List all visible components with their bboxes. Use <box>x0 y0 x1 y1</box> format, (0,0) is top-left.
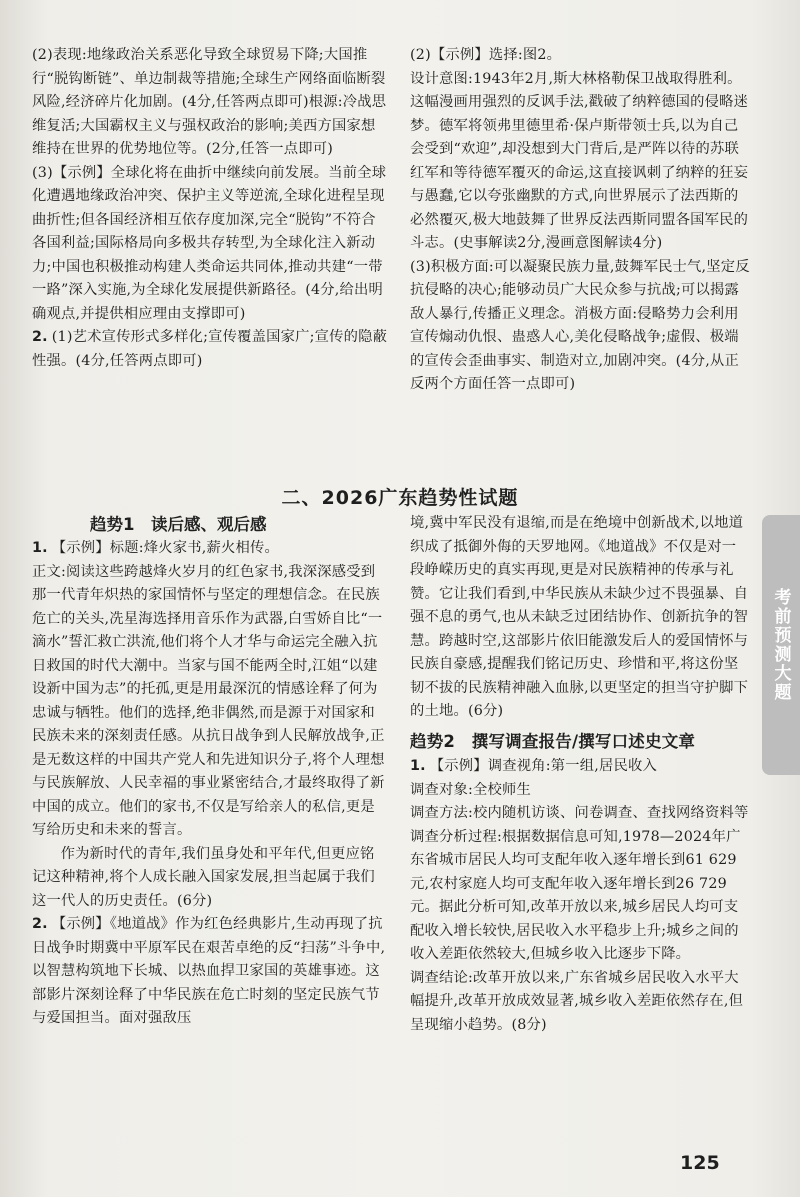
question-number: 1. <box>410 758 426 774</box>
right-column-bottom <box>410 512 750 1037</box>
question-number: 2. <box>32 916 48 932</box>
question-2-answer <box>32 326 388 373</box>
design-intent: 设计意图:1943年2月,斯大林格勒保卫战取得胜利。这幅漫画用强烈的反讽手法,戳破了纳粹德国的侵略迷梦。德军将领弗里德里希·保卢斯带领士兵,以为自己会受到“欢迎”,却没想到大门背后,是严阵以待的苏联红军和等待德军覆灭的命运,这直接讽刺了纳粹的狂妄与愚蠢,它以夸张幽默的方式,向世界展示了法西斯的必然覆灭,极大地鼓舞了世界反法西斯同盟各国军民的斗志。(史事解读2分,漫画意图解读4分) <box>410 70 749 251</box>
trend1-q1-conclusion: 作为新时代的青年,我们虽身处和平年代,但更应铭记这种精神,将个人成长融入国家发展,担当起属于我们这一代人的历史责任。(6分) <box>32 845 375 909</box>
left-column-top <box>32 44 388 373</box>
trend2-q1 <box>410 755 750 779</box>
answer-2-3: (3)【示例】全球化将在曲折中继续向前发展。当前全球化遭遇地缘政治冲突、保护主义等逆流,全球化进程呈现曲折性;但各国经济相互依存度加深,完全“脱钩”不符合各国利益;国际格局向多极共存转型,为全球化注入新动力;中国也积极推动构建人类命运共同体,推动共建“一带一路”深入实施,为全球化发展提供新路径。(4分,给出明确观点,并提供相应理由支撑即可) <box>32 164 387 322</box>
trend-1-title: 趋势1 读后感、观后感 <box>90 515 267 534</box>
answer-3: (3)积极方面:可以凝聚民族力量,鼓舞军民士气,坚定反抗侵略的决心;能够动员广大民众参与抗战;可以揭露敌人暴行,传播正义理念。消极方面:侵略势力会利用宣传煽动仇恨、蛊惑人心,美化侵略战争;虚假、极端的宣传会歪曲事实、制造对立,加剧冲突。(4分,从正反两个方面任答一点即可) <box>410 258 750 392</box>
trend1-q2-continued: 境,冀中军民没有退缩,而是在绝境中创新战术,以地道织成了抵御外侮的天罗地网。《地道战》不仅是对一段峥嵘历史的真实再现,更是对民族精神的传承与礼赞。它让我们看到,中华民族从未缺少过不畏强暴、自强不息的勇气,也从未缺乏过团结协作、创新抗争的智慧。跨越时空,这部影片依旧能激发后人的爱国情怀与民族自豪感,提醒我们铭记历史、珍惜和平,将这份坚韧不拔的民族精神融入血脉,以更坚定的担当守护脚下的土地。(6分) <box>410 515 749 719</box>
trend1-q2-text: 【示例】《地道战》作为红色经典影片,生动再现了抗日战争时期冀中平原军民在艰苦卓绝的反“扫荡”斗争中,以智慧构筑地下长城、以热血捍卫家国的英雄事迹。这部影片深刻诠释了中华民族在危亡时刻的坚定民族气节与爱国担当。面对强敌压 <box>32 916 386 1026</box>
answer-2-2: (2)表现:地缘政治关系恶化导致全球贸易下降;大国推行“脱钩断链”、单边制裁等措施;全球生产网络面临断裂风险,经济碎片化加剧。(4分,任答两点即可)根源:冷战思维复活;大国霸权主义与强权政治的影响;美西方国家想维持在世界的优势地位等。(2分,任答一点即可) <box>32 47 387 157</box>
trend1-q1 <box>32 537 388 561</box>
trend1-q1-body: 正文:阅读这些跨越烽火岁月的红色家书,我深深感受到那一代青年炽热的家国情怀与坚定的理想信念。在民族危亡的关头,冼星海选择用音乐作为武器,白雪娇自比“一滴水”誓汇救亡洪流,他们将个人才华与命运完全融入抗日救国的时代大潮中。当家与国不能两全时,江姐“以建设新中国为志”的托孤,更是用最深沉的情感诠释了何为忠诚与牺牲。他们的选择,绝非偶然,而是源于对国家和民族未来的深刻责任感。从抗日战争到人民解放战争,正是无数这样的中国共产党人和先进知识分子,将个人理想与民族解放、人民幸福的事业紧密结合,才最终取得了新中国的成立。他们的家书,不仅是写给亲人的私信,更是写给历史和未来的誓言。 <box>32 563 385 838</box>
trend-2-title: 趋势2 撰写调查报告/撰写口述史文章 <box>410 731 696 751</box>
page-number: 125 <box>680 1152 720 1174</box>
trend1-q2 <box>32 913 388 1031</box>
survey-method: 调查方法:校内随机访谈、问卷调查、查找网络资料等 <box>410 805 749 821</box>
section-title: 二、2026广东趋势性试题 <box>281 487 519 509</box>
survey-subject: 调查对象:全校师生 <box>410 781 531 798</box>
question-number: 1. <box>32 540 48 556</box>
survey-conclusion: 调查结论:改革开放以来,广东省城乡居民收入水平大幅提升,改革开放成效显著,城乡收入差距依然存在,但呈现缩小趋势。(8分) <box>410 969 744 1033</box>
survey-perspective: 【示例】调查视角:第一组,居民收入 <box>429 758 657 774</box>
left-column-bottom <box>32 537 388 1031</box>
side-tab: 考前预测大题 <box>762 515 800 775</box>
question-2-text: (1)艺术宣传形式多样化;宣传覆盖国家广;宣传的隐蔽性强。(4分,任答两点即可) <box>32 329 388 369</box>
example-choice: (2)【示例】选择:图2。 <box>410 47 562 63</box>
survey-analysis: 调查分析过程:根据数据信息可知,1978—2024年广东省城市居民人均可支配年收入逐年增长到61 629元,农村家庭人均可支配年收入逐年增长到26 729元。据此分析可知,改革开放以来,城乡居民人均可支配收入增长较快,居民收入水平稳步上升;城乡之间的收入差距依然较大,但城乡收入比逐步下降。 <box>410 828 741 962</box>
question-number: 2. <box>32 329 48 345</box>
trend1-q1-title: 【示例】标题:烽火家书,薪火相传。 <box>51 540 279 556</box>
right-column-top <box>410 44 750 397</box>
